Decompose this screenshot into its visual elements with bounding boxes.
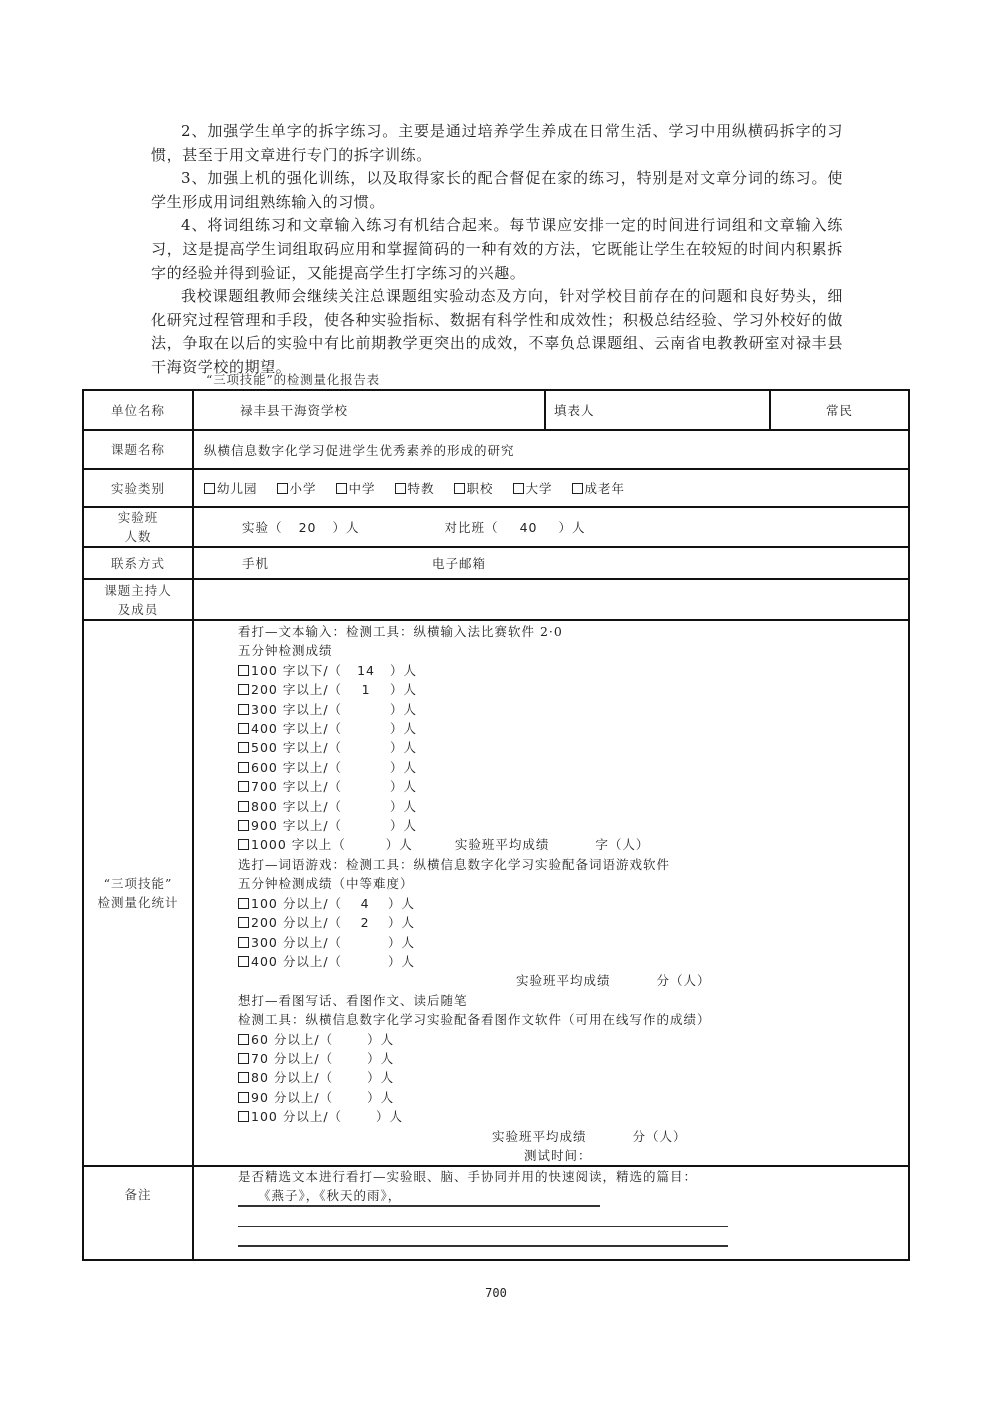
score-range-label: 200 字以上/（: [251, 682, 343, 698]
score-suffix: ）人: [367, 1031, 395, 1047]
checkbox[interactable]: [238, 1072, 249, 1083]
score-row: [238, 1068, 908, 1087]
score-suffix: ）人: [367, 1070, 395, 1086]
score-row: [238, 1088, 908, 1107]
checkbox[interactable]: [513, 483, 524, 494]
row-contact: [83, 547, 909, 579]
category-option[interactable]: 中学: [336, 481, 376, 496]
checkbox[interactable]: [277, 483, 288, 494]
section1-title: 看打—文本输入：检测工具：纵横输入法比赛软件 2·0: [238, 624, 563, 639]
row-class-size: [83, 507, 909, 547]
filler-label: 填表人: [545, 390, 770, 430]
checkbox[interactable]: [238, 956, 249, 967]
notes-content: [193, 1166, 909, 1260]
score-suffix: ）人: [388, 953, 416, 969]
notes-answer: 《燕子》，《秋天的雨》，: [258, 1187, 402, 1203]
score-range-label: 100 分以上/（: [251, 1109, 343, 1125]
score-row: [238, 1030, 908, 1049]
paragraph-2: 2、加强学生单字的拆字练习。主要是通过培养学生养成在日常生活、学习中用纵横码拆字的习惯，甚至于用文章进行专门的拆字训练。: [151, 122, 843, 164]
checkbox[interactable]: [238, 665, 249, 676]
score-row: [238, 719, 908, 738]
contact-label: 联系方式: [83, 547, 193, 579]
score-suffix: ）人: [390, 701, 418, 717]
score-row: [238, 1107, 908, 1126]
score-range-label: 100 字以下/（: [251, 662, 343, 678]
notes-blank-line[interactable]: [238, 1227, 728, 1247]
category-option[interactable]: 大学: [513, 481, 553, 496]
section2-subtitle: 五分钟检测成绩（中等难度）: [238, 876, 414, 892]
score-suffix: ）人: [390, 779, 418, 795]
score-suffix: ）人: [367, 1089, 395, 1105]
score-suffix: ）人: [388, 934, 416, 950]
section1-last-row: 1000 字以上（ ）人 实验班平均成绩 字（人）: [238, 835, 908, 854]
score-range-label: 500 字以上/（: [251, 740, 343, 756]
score-row: [238, 738, 908, 757]
checkbox[interactable]: [238, 781, 249, 792]
score-range-label: 90 分以上/（: [251, 1089, 334, 1105]
score-range-label: 300 分以上/（: [251, 934, 343, 950]
row-category: [83, 469, 909, 507]
score-suffix: ）人: [376, 1109, 404, 1125]
score-row: [238, 1049, 908, 1068]
checkbox[interactable]: [238, 898, 249, 909]
checkbox[interactable]: [572, 483, 583, 494]
email-field[interactable]: 电子邮箱: [432, 556, 487, 571]
notes-label: 备注: [83, 1166, 193, 1260]
score-suffix: ）人: [367, 1050, 395, 1066]
topic-value[interactable]: 纵横信息数字化学习促进学生优秀素养的形成的研究: [193, 430, 909, 469]
row-stats: [83, 620, 909, 1166]
paragraph-conclusion: 我校课题组教师会继续关注总课题组实验动态及方向，针对学校目前存在的问题和良好势头，细化研究过程管理和手段，使各种实验指标、数据有科学性和成效性；积极总结经验、学习外校好的做法，争取在以后的实验中有比前期教学更突出的成效，不辜负总课题组、云南省电教教研室对禄丰县干海资学校的期望。: [151, 287, 843, 376]
score-count[interactable]: 4: [360, 895, 370, 911]
score-suffix: ）人: [388, 895, 416, 911]
checkbox[interactable]: [336, 483, 347, 494]
checkbox[interactable]: [238, 742, 249, 753]
checkbox[interactable]: [395, 483, 406, 494]
checkbox[interactable]: [238, 1092, 249, 1103]
row-host: [83, 579, 909, 620]
row-unit: [83, 390, 909, 430]
checkbox[interactable]: [238, 839, 249, 850]
experiment-count[interactable]: 20: [298, 520, 317, 535]
section1-subtitle: 五分钟检测成绩: [238, 643, 333, 659]
score-suffix: ）人: [388, 915, 416, 931]
class-size-values: 实验（ 20 ）人 对比班（ 40 ）人: [193, 507, 909, 547]
unit-label: 单位名称: [83, 390, 193, 430]
category-label: 实验类别: [83, 469, 193, 507]
skills-report-table: [82, 389, 910, 1261]
score-row: [238, 894, 908, 913]
unit-value[interactable]: 禄丰县干海资学校: [193, 390, 545, 430]
control-count[interactable]: 40: [519, 520, 538, 535]
filler-value[interactable]: 常民: [770, 390, 909, 430]
score-row: [238, 700, 908, 719]
score-range-label: 80 分以上/（: [251, 1070, 334, 1086]
category-option[interactable]: 成老年: [572, 481, 626, 496]
score-row: [238, 933, 908, 952]
paragraph-3: 3、加强上机的强化训练，以及取得家长的配合督促在家的练习，特别是对文章分词的练习。使学生形成用词组熟练输入的习惯。: [151, 169, 843, 211]
notes-question: 是否精选文本进行看打—实验眼、脑、手协同并用的快速阅读，精选的篇目：: [238, 1169, 698, 1185]
category-option[interactable]: 小学: [277, 481, 317, 496]
row-topic: [83, 430, 909, 469]
checkbox[interactable]: [238, 1034, 249, 1045]
score-row: [238, 816, 908, 835]
score-range-label: 800 字以上/（: [251, 798, 343, 814]
checkbox[interactable]: [238, 917, 249, 928]
body-text: [151, 120, 843, 380]
score-row: [238, 777, 908, 796]
score-row: [238, 797, 908, 816]
score-count[interactable]: 14: [357, 662, 375, 678]
notes-answer-line[interactable]: [238, 1187, 600, 1207]
score-range-label: 200 分以上/（: [251, 915, 343, 931]
section2-avg: 实验班平均成绩 分（人）: [516, 973, 711, 989]
score-row: [238, 680, 908, 699]
score-suffix: ）人: [390, 721, 418, 737]
section3-avg: 实验班平均成绩 分（人）: [492, 1128, 687, 1144]
test-time: 测试时间：: [524, 1147, 592, 1163]
score-range-label: 100 分以上/（: [251, 895, 343, 911]
checkbox[interactable]: [238, 820, 249, 831]
page-number: 700: [485, 1286, 507, 1300]
score-range-label: 60 分以上/（: [251, 1031, 334, 1047]
class-size-label: 实验班 人数: [83, 507, 193, 547]
host-value[interactable]: [193, 579, 909, 620]
section3-subtitle: 检测工具：纵横信息数字化学习实验配备看图作文软件（可用在线写作的成绩）: [238, 1012, 711, 1028]
checkbox[interactable]: [238, 723, 249, 734]
row-notes: [83, 1166, 909, 1260]
score-suffix: ）人: [390, 818, 418, 834]
section3-title: 想打—看图写话、看图作文、读后随笔: [238, 992, 468, 1008]
score-row: [238, 758, 908, 777]
score-suffix: ）人: [390, 662, 418, 678]
checkbox[interactable]: [238, 801, 249, 812]
score-suffix: ）人: [390, 798, 418, 814]
score-range-label: 400 字以上/（: [251, 721, 343, 737]
host-label: 课题主持人 及成员: [83, 579, 193, 620]
score-row: [238, 952, 908, 971]
score-suffix: ）人: [390, 759, 418, 775]
score-range-label: 70 分以上/（: [251, 1050, 334, 1066]
score-suffix: ）人: [390, 740, 418, 756]
stats-content: [193, 620, 909, 1166]
checkbox[interactable]: [238, 1111, 249, 1122]
checkbox[interactable]: [204, 483, 215, 494]
score-count[interactable]: 1: [361, 682, 371, 698]
table-caption: “三项技能”的检测量化报告表: [206, 372, 380, 387]
score-range-label: 400 分以上/（: [251, 953, 343, 969]
checkbox[interactable]: [238, 704, 249, 715]
notes-blank-line[interactable]: [238, 1207, 728, 1227]
score-suffix: ）人: [390, 682, 418, 698]
checkbox[interactable]: [238, 762, 249, 773]
score-range-label: 900 字以上/（: [251, 818, 343, 834]
phone-field[interactable]: 手机: [242, 556, 270, 571]
score-range-label: 300 字以上/（: [251, 701, 343, 717]
checkbox[interactable]: [238, 684, 249, 695]
category-option[interactable]: 幼儿园: [204, 481, 258, 496]
checkbox[interactable]: [454, 483, 465, 494]
score-count[interactable]: 2: [360, 915, 370, 931]
topic-label: 课题名称: [83, 430, 193, 469]
checkbox[interactable]: [238, 937, 249, 948]
stats-label: “三项技能” 检测量化统计: [83, 620, 193, 1166]
category-option[interactable]: 职校: [454, 481, 494, 496]
score-row: [238, 661, 908, 680]
score-range-label: 600 字以上/（: [251, 759, 343, 775]
contact-values: [193, 547, 909, 579]
paragraph-4: 4、将词组练习和文章输入练习有机结合起来。每节课应安排一定的时间进行词组和文章输入练习，这是提高学生词组取码应用和掌握简码的一种有效的方法，它既能让学生在较短的时间内积累拆字的经验并得到验证，又能提高学生打字练习的兴趣。: [151, 216, 843, 282]
score-range-label: 700 字以上/（: [251, 779, 343, 795]
checkbox[interactable]: [238, 1053, 249, 1064]
section2-title: 选打—词语游戏：检测工具：纵横信息数字化学习实验配备词语游戏软件: [238, 856, 671, 872]
category-options: [193, 469, 909, 507]
score-row: [238, 913, 908, 932]
category-option[interactable]: 特教: [395, 481, 435, 496]
